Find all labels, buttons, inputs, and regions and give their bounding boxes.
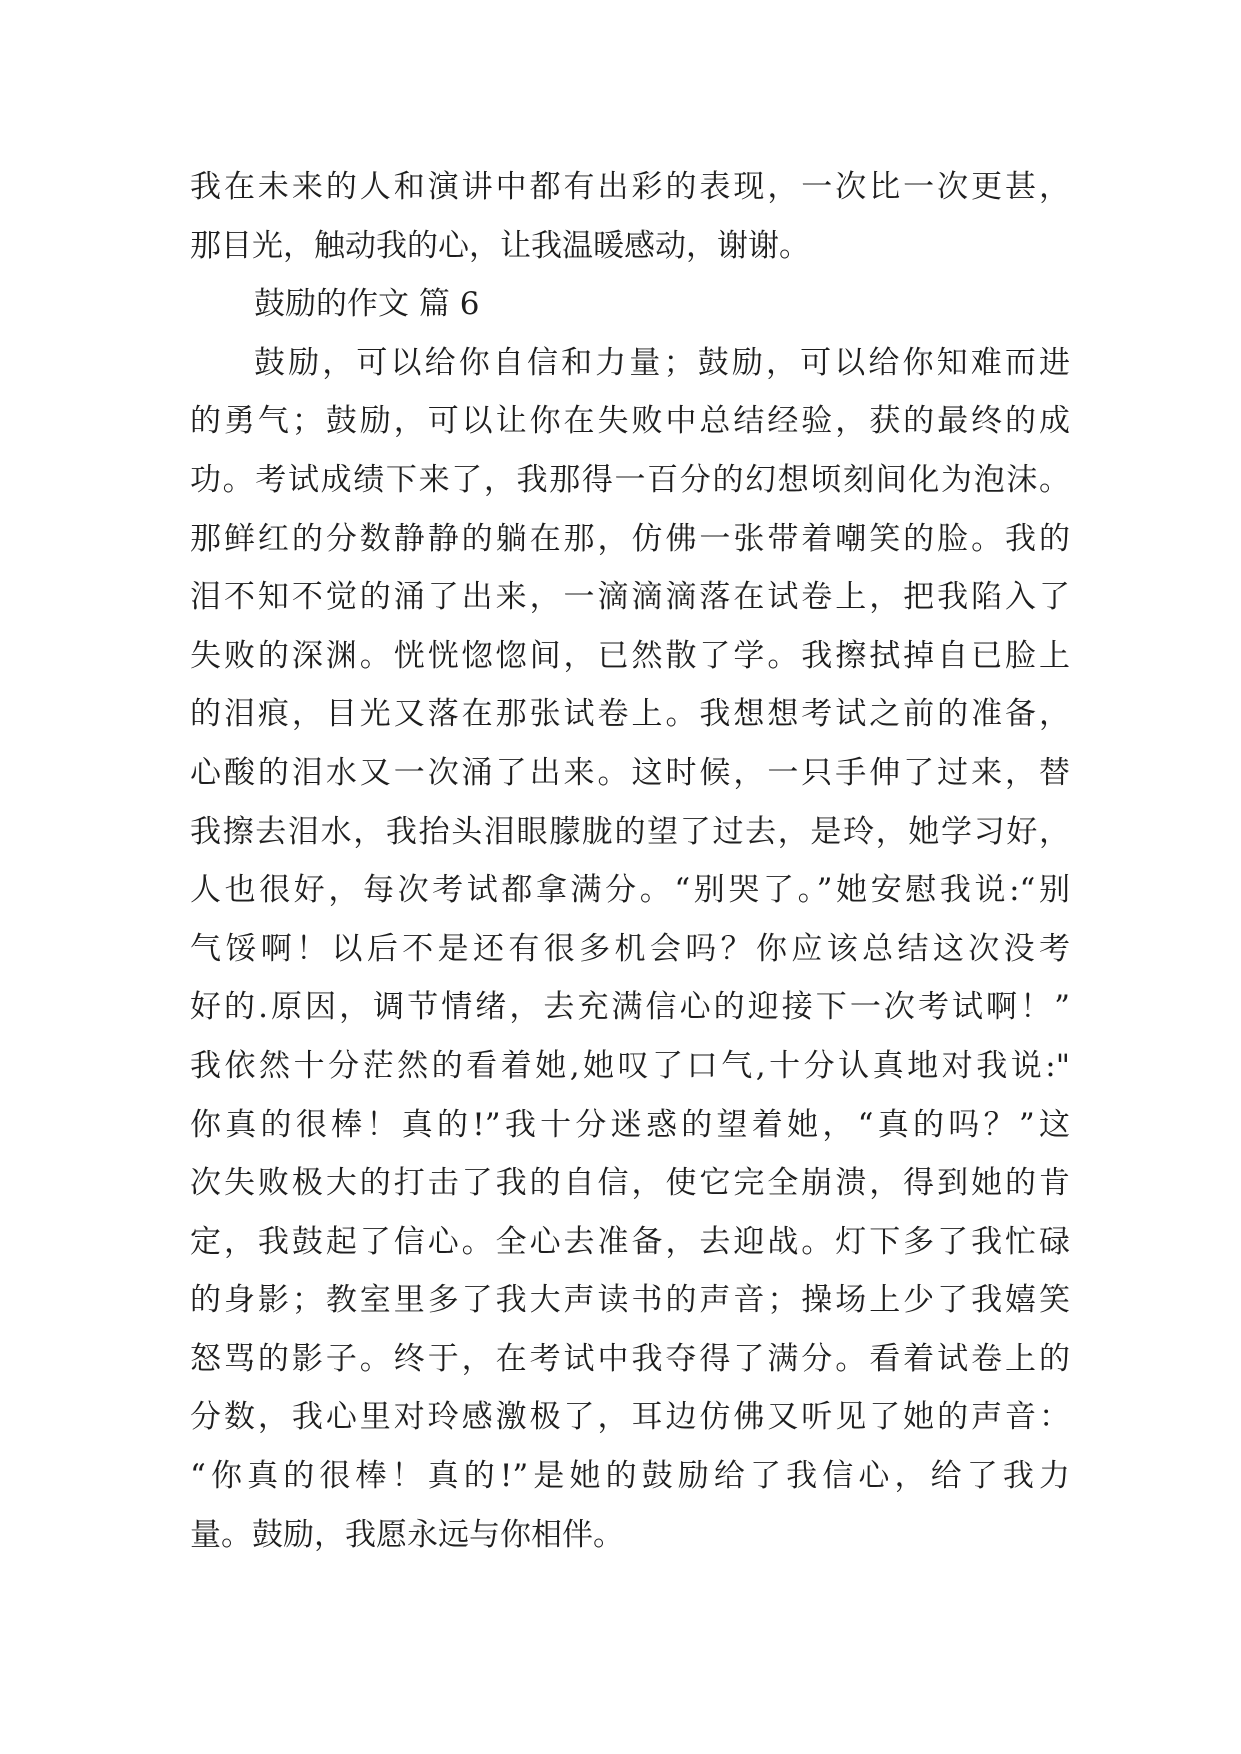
essay-text bbox=[190, 158, 1070, 1564]
text-line: 好的.原因，调节情绪，去充满信心的迎接下一次考试啊！” bbox=[190, 989, 1070, 1026]
text-line: 的泪痕，目光又落在那张试卷上。我想想考试之前的准备， bbox=[190, 696, 1070, 733]
text-line: 怒骂的影子。终于，在考试中我夺得了满分。看着试卷上的 bbox=[190, 1340, 1070, 1377]
text-line: 次失败极大的打击了我的自信，使它完全崩溃，得到她的肯 bbox=[190, 1165, 1070, 1202]
text-line: 泪不知不觉的涌了出来，一滴滴滴落在试卷上，把我陷入了 bbox=[190, 579, 1070, 616]
text-line: 我依然十分茫然的看着她,她叹了口气,十分认真地对我说:" bbox=[190, 1047, 1070, 1084]
text-line: “你真的很棒！真的!”是她的鼓励给了我信心，给了我力 bbox=[190, 1458, 1070, 1495]
text-line: 功。考试成绩下来了，我那得一百分的幻想顷刻间化为泡沫。 bbox=[190, 461, 1070, 498]
text-line: 我擦去泪水，我抬头泪眼朦胧的望了过去，是玲，她学习好， bbox=[190, 813, 1070, 850]
text-line: 心酸的泪水又一次涌了出来。这时候，一只手伸了过来，替 bbox=[190, 754, 1070, 791]
text-line: 气馁啊！以后不是还有很多机会吗？你应该总结这次没考 bbox=[190, 930, 1070, 967]
text-line: 那鲜红的分数静静的躺在那，仿佛一张带着嘲笑的脸。我的 bbox=[190, 520, 1070, 557]
text-line: 的身影；教室里多了我大声读书的声音；操场上少了我嬉笑 bbox=[190, 1282, 1070, 1319]
section-heading: 鼓励的作文 篇 6 bbox=[254, 286, 480, 323]
text-line: 的勇气；鼓励，可以让你在失败中总结经验，获的最终的成 bbox=[190, 403, 1070, 440]
text-line: 那目光，触动我的心，让我温暖感动，谢谢。 bbox=[190, 227, 810, 264]
paragraph-first-line: 鼓励，可以给你自信和力量；鼓励，可以给你知难而进 bbox=[254, 344, 1070, 381]
text-line: 量。鼓励，我愿永远与你相伴。 bbox=[190, 1516, 624, 1553]
text-line: 分数，我心里对玲感激极了，耳边仿佛又听见了她的声音： bbox=[190, 1399, 1070, 1436]
text-line: 定，我鼓起了信心。全心去准备，去迎战。灯下多了我忙碌 bbox=[190, 1223, 1070, 1260]
text-line: 我在未来的人和演讲中都有出彩的表现，一次比一次更甚， bbox=[190, 169, 1070, 205]
text-line: 失败的深渊。恍恍惚惚间，已然散了学。我擦拭掉自已脸上 bbox=[190, 637, 1070, 674]
text-line: 你真的很棒！真的!”我十分迷惑的望着她，“真的吗？”这 bbox=[190, 1106, 1070, 1143]
text-line: 人也很好，每次考试都拿满分。“别哭了。”她安慰我说:“别 bbox=[190, 872, 1070, 909]
